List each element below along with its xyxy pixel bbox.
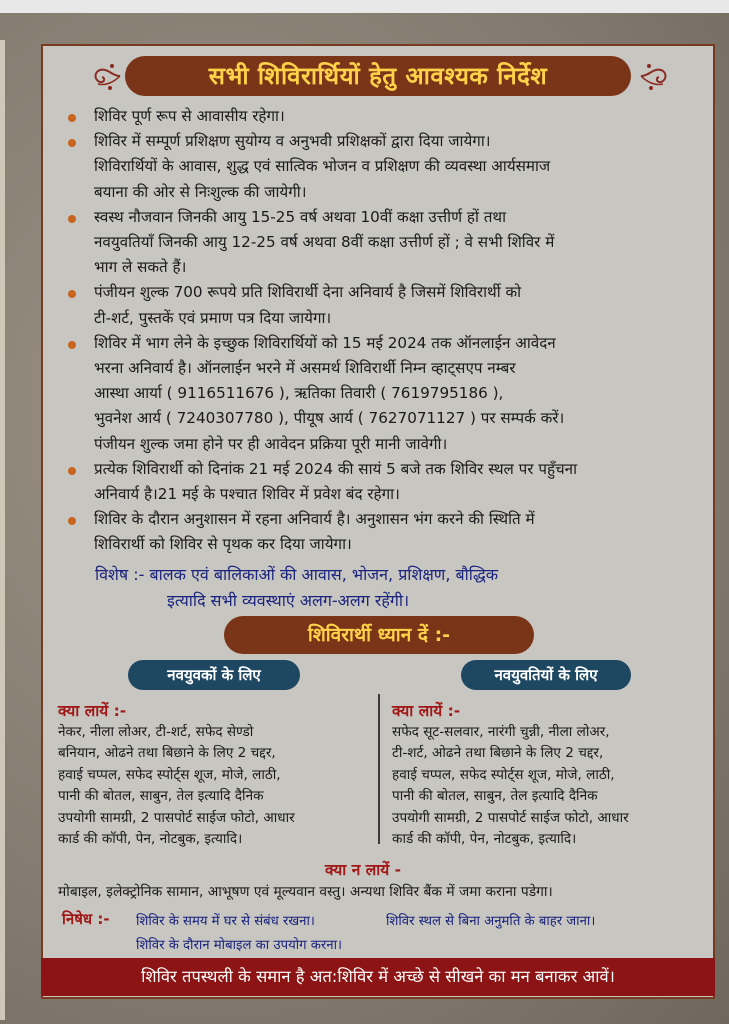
instruction-item [62,205,712,281]
instruction-line: नवयुवतियाँ जिनकी आयु 12-25 वर्ष अथवा 8वीं कक्षा उत्तीर्ण हों ; वे सभी शिविर में [94,233,555,252]
footer-banner: शिविर तपस्थली के समान है अत:शिविर में अच्छे से सीखने का मन बनाकर आवें। [41,958,715,996]
prohibition-item-3: शिविर के दौरान मोबाइल का उपयोग करना। [136,938,343,953]
instruction-item [62,129,712,205]
bullet-dot-icon [68,215,76,223]
left-ornament-icon [90,58,124,94]
do-not-bring-heading: क्या न लायें - [325,861,402,879]
instruction-line: शिविर के दौरान अनुशासन में रहना अनिवार्य है। अनुशासन भंग करने की स्थिति में [94,510,535,529]
instruction-line: आस्था आर्या ( 9116511676 ), ऋतिका तिवारी ( 7619795186 ), [94,384,504,403]
instruction-line: भुवनेश आर्य ( 7240307780 ), पीयूष आर्य ( 7627071127 ) पर सम्पर्क करें। [94,409,565,428]
prohibition-label: निषेध :- [62,910,110,928]
boys-label: नवयुवकों के लिए [128,660,300,690]
instruction-item [62,104,712,129]
girls-item-line: सफेद सूट-सलवार, नारंगी चुन्नी, नीला लोअर, [392,724,610,740]
prohibition-item-1: शिविर के समय में घर से संबंध रखना। [136,914,315,929]
do-not-bring-text: मोबाइल, इलेक्ट्रोनिक सामान, आभूषण एवं मूल्यवान वस्तु। अन्यथा शिविर बैंक में जमा कराना पडेगा। [58,884,553,900]
girls-label: नवयुवतियों के लिए [461,660,631,690]
bullet-dot-icon [68,139,76,147]
instruction-line: भाग ले सकते हैं। [94,258,187,277]
instruction-line: बयाना की ओर से निःशुल्क की जायेगी। [94,182,307,201]
boys-item-line: उपयोगी सामग्री, 2 पासपोर्ट साईज फोटो, आधार [58,809,295,826]
boys-bring-heading: क्या लायें :- [58,702,127,720]
instruction-line: पंजीयन शुल्क जमा होने पर ही आवेदन प्रक्रिया पूरी मानी जावेगी। [94,434,448,453]
instruction-line: शिविर में भाग लेने के इच्छुक शिविरार्थियों को 15 मई 2024 तक ऑनलाईन आवेदन [94,333,556,352]
girls-bring-heading: क्या लायें :- [392,702,461,720]
instruction-item [62,457,712,507]
column-divider [378,694,380,844]
instruction-line: शिविरार्थियों के आवास, शुद्ध एवं सात्विक भोजन व प्रशिक्षण की व्यवस्था आर्यसमाज [94,157,551,176]
vishesh-line-2: इत्यादि सभी व्यवस्थाएं अलग-अलग रहेंगी। [167,591,410,610]
instruction-line: प्रत्येक शिविरार्थी को दिनांक 21 मई 2024 की सायं 5 बजे तक शिविर स्थल पर पहुँचना [94,459,578,478]
attention-heading: शिविरार्थी ध्यान दें :- [224,616,534,654]
left-panel-edge [0,40,5,1020]
vishesh-note [95,562,498,614]
bullet-dot-icon [68,341,76,349]
boys-column [58,700,373,850]
bullet-dot-icon [68,517,76,525]
page-title: सभी शिविरार्थियों हेतु आवश्यक निर्देश [125,56,631,96]
instruction-item [62,507,712,557]
instruction-line: भरना अनिवार्य है। ऑनलाईन भरने में असमर्थ शिविरार्थी निम्न व्हाट्सएप नम्बर [94,359,516,378]
girls-column [392,700,704,850]
instruction-item [62,331,712,457]
girls-item-line: पानी की बोतल, साबुन, तेल इत्यादि दैनिक [392,788,598,805]
bullet-dot-icon [68,290,76,298]
boys-item-line: हवाई चप्पल, सफेद स्पोर्ट्स शूज, मोजे, लाठी, [58,766,281,783]
instruction-line: स्वस्थ नौजवान जिनकी आयु 15-25 वर्ष अथवा 10वीं कक्षा उत्तीर्ण हों तथा [94,207,507,226]
prohibition-item-2: शिविर स्थल से बिना अनुमति के बाहर जाना। [386,914,596,929]
instruction-line: टी-शर्ट, पुस्तकें एवं प्रमाण पत्र दिया जायेगा। [94,308,332,327]
top-strip [0,0,729,13]
girls-item-line: कार्ड की कॉपी, पेन, नोटबुक, इत्यादि। [392,831,577,848]
instruction-item [62,280,712,330]
bullet-dot-icon [68,467,76,475]
boys-item-line: नेकर, नीला लोअर, टी-शर्ट, सफेद सेण्डो [58,724,254,740]
vishesh-line-1: विशेष :- बालक एवं बालिकाओं की आवास, भोजन, प्रशिक्षण, बौद्धिक [95,565,499,584]
boys-item-line: कार्ड की कॉपी, पेन, नोटबुक, इत्यादि। [58,831,243,848]
instruction-line: पंजीयन शुल्क 700 रूपये प्रति शिविरार्थी देना अनिवार्य है जिसमें शिविरार्थी को [94,283,522,302]
bullet-dot-icon [68,114,76,122]
girls-item-line: हवाई चप्पल, सफेद स्पोर्ट्स शूज, मोजे, लाठी, [392,766,615,783]
boys-item-line: पानी की बोतल, साबुन, तेल इत्यादि दैनिक [58,788,264,805]
instruction-line: अनिवार्य है।21 मई के पश्चात शिविर में प्रवेश बंद रहेगा। [94,485,400,504]
instruction-line: शिविर पूर्ण रूप से आवासीय रहेगा। [94,107,285,125]
instruction-line: शिविरार्थी को शिविर से पृथक कर दिया जायेगा। [94,535,352,554]
instruction-list [62,104,712,558]
instruction-line: शिविर में सम्पूर्ण प्रशिक्षण सुयोग्य व अनुभवी प्रशिक्षकों द्वारा दिया जायेगा। [94,132,491,151]
right-ornament-icon [637,58,671,94]
boys-item-line: बनियान, ओढने तथा बिछाने के लिए 2 चद्दर, [58,745,276,762]
girls-item-line: उपयोगी सामग्री, 2 पासपोर्ट साईज फोटो, आधार [392,809,629,826]
girls-item-line: टी-शर्ट, ओढने तथा बिछाने के लिए 2 चद्दर, [392,745,604,762]
